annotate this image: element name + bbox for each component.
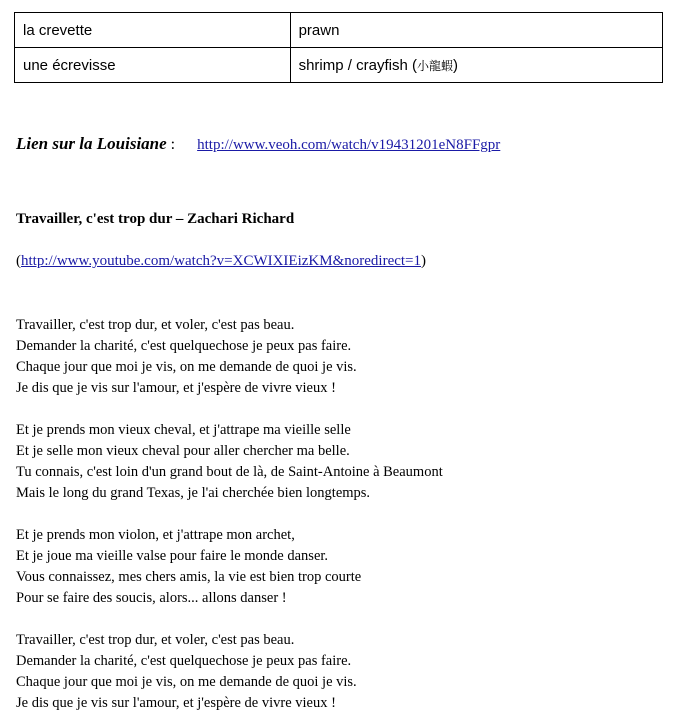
louisiane-link-line: [16, 134, 500, 154]
english-word: shrimp / crayfish (: [298, 56, 417, 74]
lyrics-stanza: [16, 420, 443, 504]
louisiane-link-label: Lien sur la Louisiane: [16, 134, 167, 153]
french-word-cell: [15, 48, 291, 83]
lyrics-stanza: [16, 315, 443, 399]
song-lyrics: [16, 315, 443, 714]
song-youtube-link[interactable]: http://www.youtube.com/watch?v=XCWIXIEizKM&noredirect=1: [21, 253, 422, 269]
lyric-line: Demander la charité, c'est quelquechose je peux pas faire.: [16, 338, 352, 354]
lyric-line: Demander la charité, c'est quelquechose je peux pas faire.: [16, 653, 352, 669]
song-title: Travailler, c'est trop dur – Zachari Richard: [16, 211, 295, 227]
lyric-line: Je dis que je vis sur l'amour, et j'espère de vivre vieux !: [16, 695, 336, 711]
lyric-line: Chaque jour que moi je vis, on me demande de quoi je vis.: [16, 359, 357, 375]
lyric-line: Pour se faire des soucis, alors... allons danser !: [16, 590, 287, 606]
lyric-line: Et je selle mon vieux cheval pour aller chercher ma belle.: [16, 443, 350, 459]
lyric-line: Travailler, c'est trop dur, et voler, c'est pas beau.: [16, 317, 295, 333]
close-paren: ): [421, 253, 427, 269]
english-word: prawn: [298, 21, 340, 39]
french-word: une écrevisse: [23, 56, 116, 74]
louisiane-video-link[interactable]: http://www.veoh.com/watch/v19431201eN8FFgpr: [197, 137, 501, 153]
english-word-cell: [290, 48, 662, 83]
lyrics-stanza: [16, 525, 443, 609]
open-paren: (: [16, 253, 21, 269]
lyric-line: Travailler, c'est trop dur, et voler, c'est pas beau.: [16, 632, 295, 648]
lyric-line: Mais le long du grand Texas, je l'ai cherchée bien longtemps.: [16, 485, 371, 501]
lyric-line: Et je prends mon vieux cheval, et j'attrape ma vieille selle: [16, 422, 351, 438]
table-row: [15, 48, 663, 83]
lyric-line: Et je joue ma vieille valse pour faire le monde danser.: [16, 548, 329, 564]
english-word-cell: [290, 13, 662, 48]
closing-paren: ): [452, 56, 458, 74]
vocabulary-table: [14, 12, 663, 83]
song-link-line: [16, 253, 426, 270]
lyric-line: Chaque jour que moi je vis, on me demande de quoi je vis.: [16, 674, 357, 690]
lyric-line: Je dis que je vis sur l'amour, et j'espère de vivre vieux !: [16, 380, 336, 396]
lyrics-stanza: [16, 630, 443, 714]
french-word: la crevette: [23, 21, 93, 39]
french-word-cell: [15, 13, 291, 48]
lyric-line: Tu connais, c'est loin d'un grand bout de là, de Saint-Antoine à Beaumont: [16, 464, 443, 480]
table-row: [15, 13, 663, 48]
lyric-line: Et je prends mon violon, et j'attrape mon archet,: [16, 527, 295, 543]
label-colon: :: [166, 136, 176, 153]
lyric-line: Vous connaissez, mes chers amis, la vie est bien trop courte: [16, 569, 362, 585]
chinese-word: 小龍蝦: [416, 58, 453, 73]
